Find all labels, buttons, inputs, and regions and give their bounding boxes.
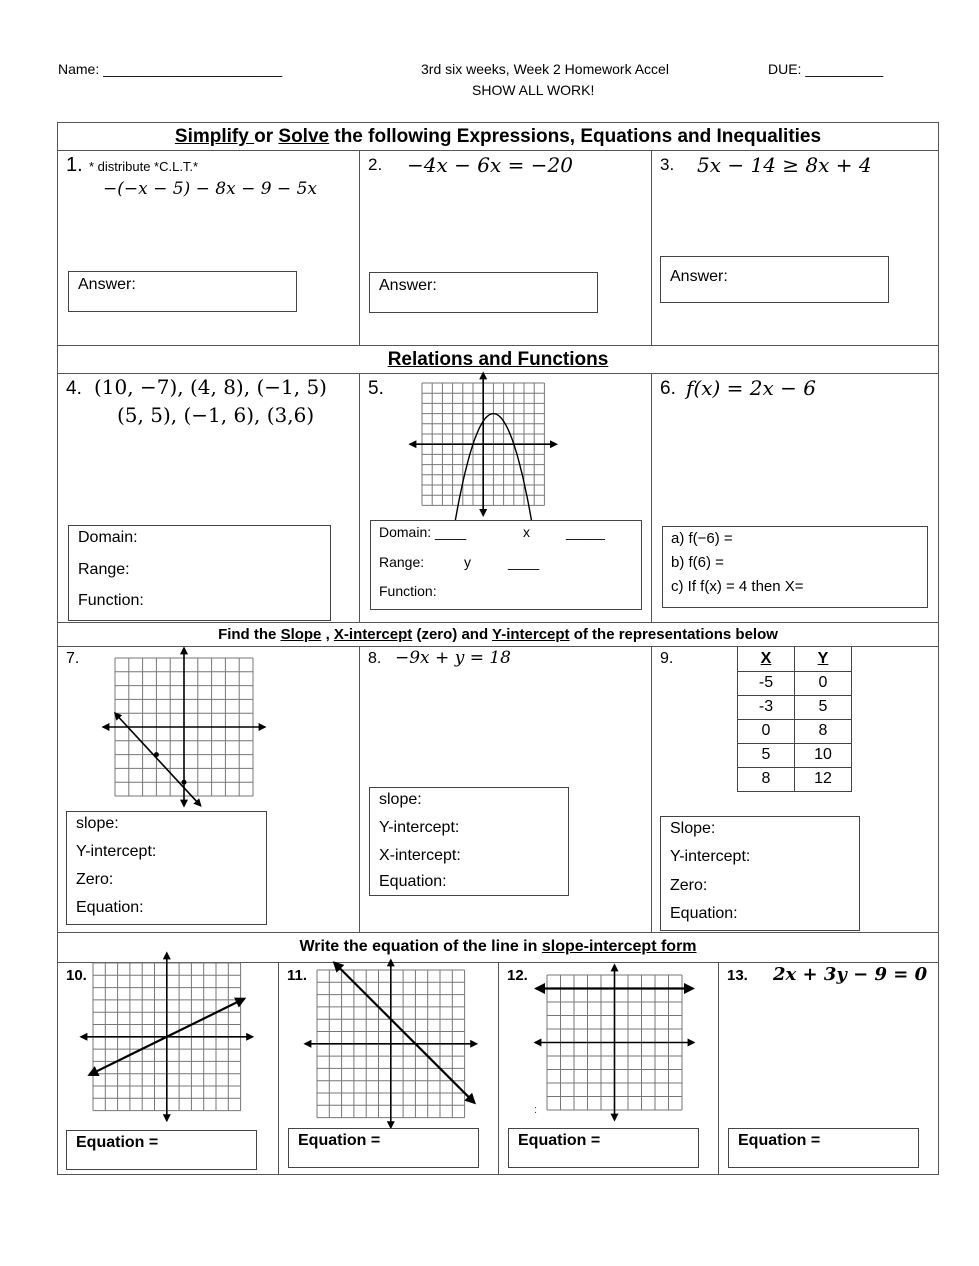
table-cell: 12: [795, 767, 852, 791]
problem-number: 12.: [507, 967, 528, 984]
divider: [57, 345, 939, 346]
equation-label: Equation =: [76, 1134, 159, 1151]
yint-label: Y-intercept:: [76, 843, 157, 860]
range-y: y: [464, 554, 471, 570]
divider: [359, 150, 360, 345]
range-label: Range:: [379, 554, 425, 570]
table-cell: 5: [738, 743, 795, 767]
equation-label: Equation:: [670, 905, 738, 922]
domain-label: Domain:: [78, 529, 138, 546]
problem-13-equation: 2x + 3y − 9 = 0: [773, 964, 928, 985]
problem-4-pairs-line2: (5, 5), (−1, 6), (3,6): [117, 403, 315, 427]
range-label: Range:: [78, 561, 130, 578]
section-title-simplify: [57, 126, 939, 148]
title-rest: the following Expressions, Equations and Inequalities: [329, 126, 822, 147]
problem-number: 13.: [727, 967, 748, 984]
table-cell: -3: [738, 695, 795, 719]
answer-label: Answer:: [78, 276, 136, 293]
problem-number: 10.: [66, 967, 87, 984]
table-row: [738, 695, 852, 719]
title-text: ,: [321, 626, 334, 643]
due-date-field[interactable]: DUE: __________: [768, 61, 884, 77]
stray-mark: :: [534, 1104, 538, 1116]
zero-label: Zero:: [76, 871, 114, 888]
table-header-x: X: [738, 647, 795, 671]
divider: [359, 373, 360, 622]
divider: [651, 646, 652, 932]
answer-box-13[interactable]: [728, 1128, 919, 1168]
function-label: Function:: [78, 592, 144, 609]
graph-line-7: [100, 648, 265, 810]
answer-label: Answer:: [379, 277, 437, 294]
answer-box-9[interactable]: [660, 816, 860, 931]
table-cell: 0: [795, 671, 852, 695]
answer-box-3[interactable]: [660, 256, 889, 303]
slope-label: slope:: [379, 791, 422, 808]
graph-line: [334, 963, 474, 1103]
part-b: b) f(6) =: [671, 554, 724, 571]
problem-number: 4.: [66, 378, 82, 399]
table-row: [738, 719, 852, 743]
domain-x: x: [523, 524, 530, 540]
problem-number: 11.: [287, 967, 308, 984]
answer-box-1[interactable]: [68, 271, 297, 312]
problem-number: 5.: [368, 378, 384, 399]
equation-label: Equation:: [76, 899, 144, 916]
problem-1-expression: −(−x − 5) − 8x − 9 − 5x: [103, 179, 317, 199]
problem-2-expression: −4x − 6x = −20: [407, 153, 573, 177]
answer-label: Answer:: [670, 268, 728, 285]
title-simplify: Simplify: [174, 126, 255, 147]
yint-label: Y-intercept:: [670, 848, 751, 865]
divider: [498, 962, 499, 1175]
part-c: c) If f(x) = 4 then X=: [671, 578, 804, 595]
equation-label: Equation =: [298, 1132, 381, 1149]
zero-label: Zero:: [670, 877, 708, 894]
title-text: (zero) and: [412, 626, 493, 643]
slope-label: slope:: [76, 815, 119, 832]
graph-line-11: [305, 953, 480, 1123]
part-a: a) f(−6) =: [671, 530, 733, 547]
title-or: or: [254, 126, 279, 147]
yint-label: Y-intercept:: [379, 819, 460, 836]
divider: [359, 646, 360, 932]
table-row: [738, 767, 852, 791]
table-row: [738, 743, 852, 767]
function-label: Function:: [379, 583, 437, 599]
xint-label: X-intercept:: [379, 847, 461, 864]
table-header-y: Y: [795, 647, 852, 671]
equation-label: Equation:: [379, 873, 447, 890]
table-cell: 10: [795, 743, 852, 767]
problem-hint: * distribute *C.L.T.*: [89, 159, 199, 174]
answer-box-7[interactable]: [66, 811, 267, 925]
problem-number: 6.: [660, 378, 676, 399]
answer-box-4[interactable]: [68, 525, 331, 621]
table-cell: 5: [795, 695, 852, 719]
table-cell: 8: [795, 719, 852, 743]
problem-number: 8.: [368, 650, 382, 667]
name-field[interactable]: Name: _______________________: [58, 61, 283, 77]
title-text: Find the: [218, 626, 281, 643]
table-cell: -5: [738, 671, 795, 695]
problem-6-function: f(x) = 2x − 6: [686, 376, 816, 400]
answer-box-8[interactable]: [369, 787, 569, 896]
graph-line-10: [85, 953, 250, 1123]
domain-blank[interactable]: _____: [566, 524, 605, 540]
divider: [57, 622, 939, 623]
title-xint: X-intercept: [333, 626, 413, 643]
graph-point: [182, 780, 187, 785]
problem-8-equation: −9x + y = 18: [395, 648, 511, 668]
divider: [651, 150, 652, 345]
divider: [651, 373, 652, 622]
title-yint: Y-intercept: [492, 626, 570, 643]
instruction-text: SHOW ALL WORK!: [472, 82, 595, 98]
graph-parabola: [410, 373, 555, 521]
graph-point: [154, 752, 159, 757]
range-blank[interactable]: ____: [508, 554, 540, 570]
table-cell: 0: [738, 719, 795, 743]
equation-label: Equation =: [738, 1132, 821, 1149]
table-cell: 8: [738, 767, 795, 791]
problem-number: 7.: [66, 650, 80, 667]
answer-box-6[interactable]: [662, 526, 928, 608]
xy-table: [737, 647, 852, 792]
equation-label: Equation =: [518, 1132, 601, 1149]
title-solve: Solve: [278, 126, 330, 147]
problem-4-pairs-line1: (10, −7), (4, 8), (−1, 5): [94, 375, 327, 399]
graph-line-12: [535, 965, 700, 1125]
domain-label: Domain: ____: [379, 524, 467, 540]
worksheet-title: 3rd six weeks, Week 2 Homework Accel: [421, 61, 669, 77]
divider: [278, 962, 279, 1175]
title-text: of the representations below: [569, 626, 778, 643]
divider: [57, 150, 939, 151]
answer-box-10[interactable]: [66, 1130, 257, 1170]
problem-number: 9.: [660, 650, 674, 667]
table-row: [738, 671, 852, 695]
problem-number: 2.: [368, 155, 383, 174]
problem-number: 3.: [660, 155, 675, 174]
problem-3-expression: 5x − 14 ≥ 8x + 4: [697, 153, 872, 177]
section-title-slope: [57, 626, 939, 643]
section-title-relations: Relations and Functions: [387, 349, 609, 370]
answer-box-12[interactable]: [508, 1128, 699, 1168]
answer-box-11[interactable]: [288, 1128, 479, 1168]
title-slope-intercept-form: slope-intercept form: [541, 938, 697, 955]
title-slope: Slope: [280, 626, 322, 643]
title-text: Write the equation of the line in: [299, 938, 542, 955]
problem-number: 1.: [66, 154, 83, 176]
slope-label: Slope:: [670, 820, 716, 837]
divider: [57, 932, 939, 933]
divider: [718, 962, 719, 1175]
answer-box-5[interactable]: [370, 520, 642, 610]
answer-box-2[interactable]: [369, 272, 598, 313]
